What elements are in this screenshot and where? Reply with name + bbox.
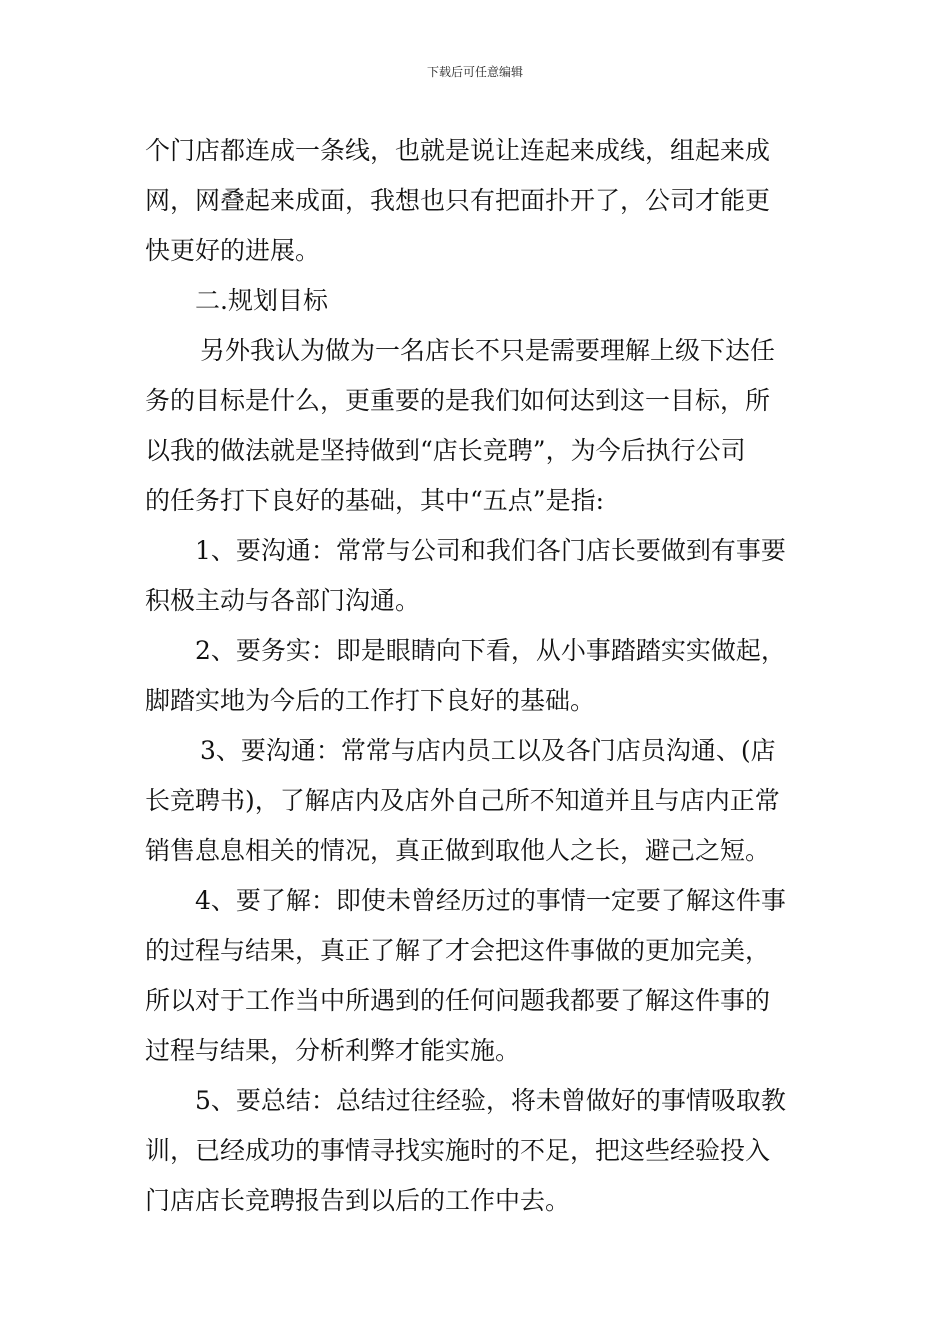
list-item-1: 1、要沟通：常常与公司和我们各门店长要做到有事要 (195, 536, 786, 565)
paragraph-line: 个门店都连成一条线，也就是说让连起来成线，组起来成 (145, 136, 771, 165)
list-item-3: 3、要沟通：常常与店内员工以及各门店员沟通、(店 (200, 736, 776, 765)
paragraph-line: 另外我认为做为一名店长不只是需要理解上级下达任 (200, 336, 776, 365)
paragraph-line: 的任务打下良好的基础，其中“五点”是指: (145, 486, 604, 515)
list-item-4: 4、要了解：即使未曾经历过的事情一定要了解这件事 (195, 886, 786, 915)
paragraph-line: 销售息息相关的情况，真正做到取他人之长，避己之短。 (145, 836, 771, 865)
paragraph-line: 长竞聘书)，了解店内及店外自己所不知道并且与店内正常 (145, 786, 780, 815)
paragraph-line: 门店店长竞聘报告到以后的工作中去。 (145, 1186, 571, 1215)
paragraph-line: 脚踏实地为今后的工作打下良好的基础。 (145, 686, 596, 715)
paragraph-line: 的过程与结果，真正了解了才会把这件事做的更加完美， (145, 936, 771, 965)
document-body (145, 126, 809, 1226)
paragraph-line: 训，已经成功的事情寻找实施时的不足，把这些经验投入 (145, 1136, 771, 1165)
paragraph-line: 务的目标是什么，更重要的是我们如何达到这一目标，所 (145, 386, 771, 415)
section-heading: 二.规划目标 (195, 286, 328, 315)
paragraph-line: 快更好的进展。 (145, 236, 321, 265)
list-item-2: 2、要务实：即是眼睛向下看，从小事踏踏实实做起， (195, 636, 786, 665)
paragraph-line: 以我的做法就是坚持做到“店长竞聘”，为今后执行公司 (145, 436, 746, 465)
paragraph-line: 过程与结果，分析利弊才能实施。 (145, 1036, 521, 1065)
paragraph-line: 网，网叠起来成面，我想也只有把面扑开了，公司才能更 (145, 186, 771, 215)
page-header: 下载后可任意编辑 (426, 65, 523, 79)
list-item-5: 5、要总结：总结过往经验，将未曾做好的事情吸取教 (195, 1086, 786, 1115)
paragraph-line: 所以对于工作当中所遇到的任何问题我都要了解这件事的 (145, 986, 771, 1015)
paragraph-line: 积极主动与各部门沟通。 (145, 586, 421, 615)
